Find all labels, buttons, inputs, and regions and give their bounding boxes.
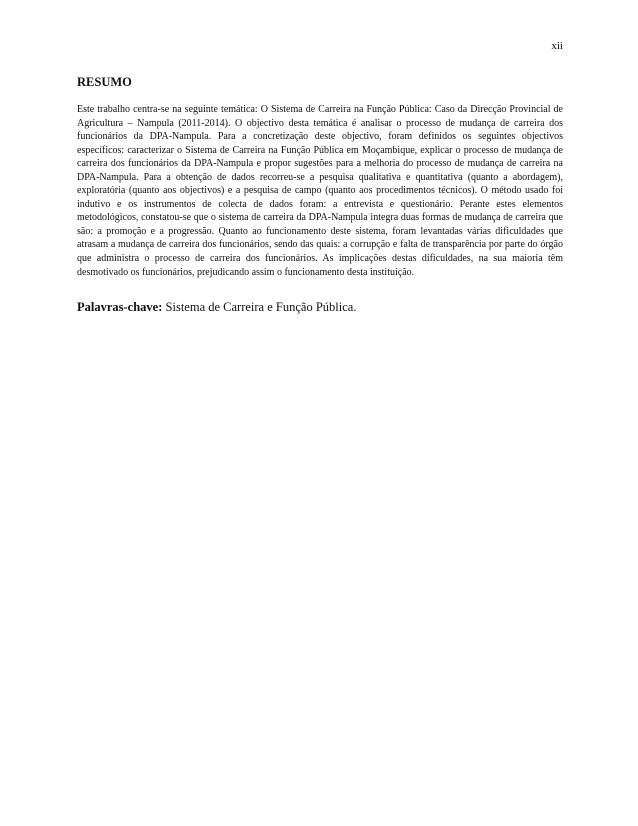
keywords-text: Sistema de Carreira e Função Pública. bbox=[165, 300, 357, 314]
page-number: xii bbox=[551, 40, 563, 52]
keywords-line bbox=[77, 299, 563, 315]
section-heading: RESUMO bbox=[77, 75, 132, 89]
abstract-text: Este trabalho centra-se na seguinte temática: O Sistema de Carreira na Função Pública: Caso da Direcção Provincial de Agricultura – Nampula (2011-2014). O objectivo desta temática é analisar o processo de mudança de carreira dos funcionários da DPA-Nampula. Para a concretização deste objectivo, foram definidos os seguintes objectivos específicos: caracterizar o Sistema de Carreira na Função Pública em Moçambique, explicar o processo de mudança de carreira dos funcionários da DPA-Nampula e propor sugestões para a melhoria do processo de mudança de carreira na DPA-Nampula. Para a obtenção de dados recorreu-se a pesquisa qualitativa e quantitativa (quanto a abordagem), exploratória (quanto aos objectivos) e a pesquisa de campo (quanto aos procedimentos técnicos). O método usado foi indutivo e os instrumentos de colecta de dados foram: a entrevista e questionário. Perante estes elementos metodológicos, constatou-se que o sistema de carreira da DPA-Nampula integra duas formas de mudança de carreira que são: a promoção e a progressão. Quanto ao funcionamento deste sistema, foram levantadas várias dificuldades que atrasam a mudança de carreira dos funcionários, sendo das quais: a corrupção e falta de transparência por parte do órgão que administra o processo de carreira dos funcionários. As implicações destas dificuldades, na sua maioria têm desmotivado os funcionários, prejudicando assim o funcionamento desta instituição. bbox=[77, 104, 563, 278]
keywords-label: Palavras-chave: bbox=[77, 300, 163, 314]
